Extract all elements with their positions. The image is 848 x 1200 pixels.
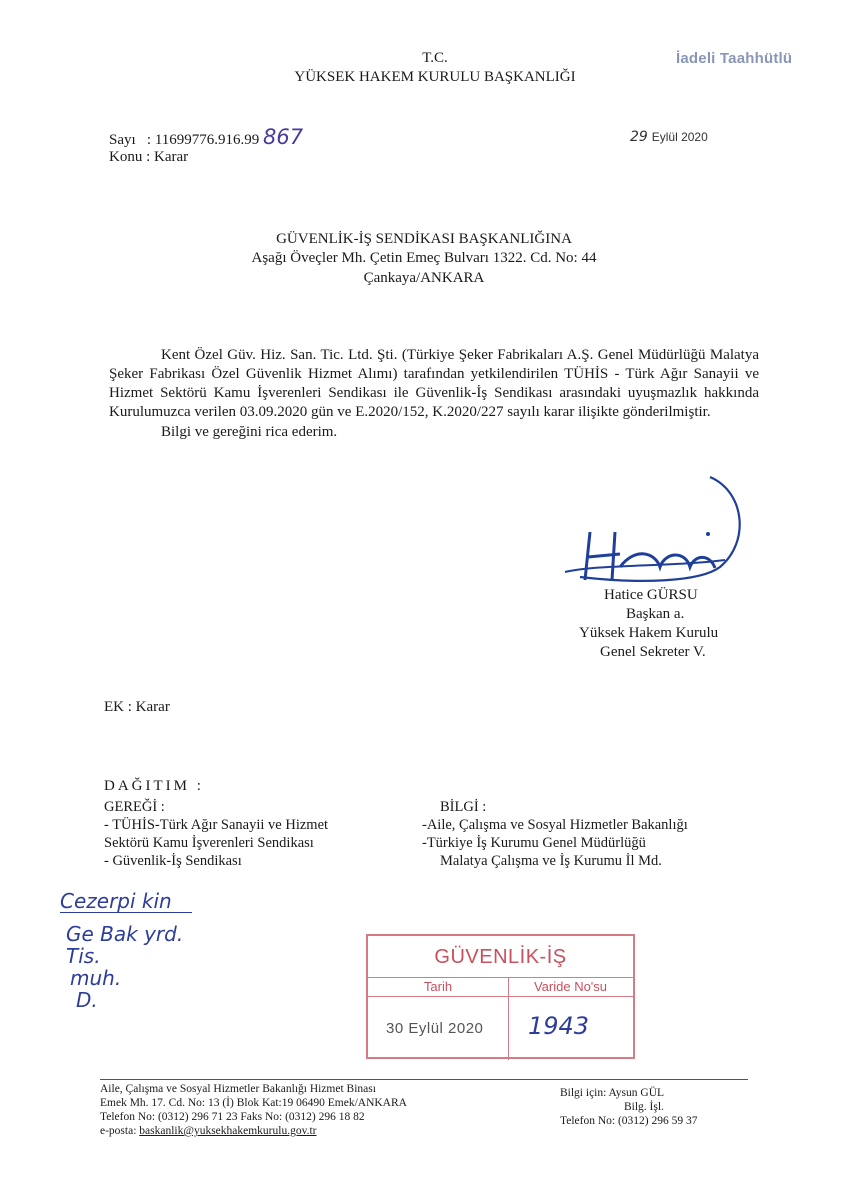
handwritten-note bbox=[60, 890, 192, 1011]
registered-mail-stamp: İadeli Taahhütlü bbox=[676, 50, 793, 67]
receipt-stamp-number-label: Varide No'su bbox=[533, 979, 608, 994]
attachment-label: EK bbox=[104, 699, 124, 715]
footer-contact bbox=[560, 1086, 698, 1128]
signatory-name: Hatice GÜRSU bbox=[604, 587, 698, 603]
footer-line: Telefon No: (0312) 296 71 23 Faks No: (0312) 296 18 82 bbox=[100, 1111, 365, 1123]
gere-line: Sektörü Kamu İşverenleri Sendikası bbox=[104, 835, 314, 851]
konu-label: Konu bbox=[109, 149, 143, 165]
footer-info-label: Bilgi için: Aysun GÜL bbox=[560, 1087, 665, 1099]
receipt-stamp bbox=[366, 934, 635, 1059]
header-tc: T.C. bbox=[422, 50, 448, 66]
receipt-stamp-divider bbox=[508, 977, 509, 1060]
handwritten-line: D. bbox=[76, 988, 98, 1012]
receipt-stamp-date: 30 Eylül 2020 bbox=[386, 1020, 484, 1037]
footer-address bbox=[100, 1082, 407, 1138]
attachment-value: Karar bbox=[135, 699, 170, 715]
sayi-label: Sayı bbox=[109, 132, 136, 148]
recipient-line2: Aşağı Öveçler Mh. Çetin Emeç Bulvarı 1322. Cd. No: 44 bbox=[251, 250, 597, 266]
recipient-line3: Çankaya/ANKARA bbox=[363, 270, 485, 286]
signatory-title1: Başkan a. bbox=[626, 606, 685, 622]
body-paragraph-1: Kent Özel Güv. Hiz. San. Tic. Ltd. Şti. (Türkiye Şeker Fabrikaları A.Ş. Genel Müdürlüğü Malatya Şeker Fabrikası Özel Güvenlik Hizmet Alımı) tarafından yetkilendirilen TÜHİS - Türk Ağır Sanayii ve Hizmet Sektörü Kamu İşverenleri Sendikası ile Güvenlik-İş Sendikası arasındaki uyuşmazlık hakkında Kurulumuzca verilen 03.09.2020 gün ve E.2020/152, K.2020/227 sayılı karar ilişikte gönderilmiştir. bbox=[109, 347, 759, 420]
handwritten-line: Cezerpi kin bbox=[60, 890, 192, 913]
distribution-gere bbox=[104, 798, 328, 870]
gere-line: - Güvenlik-İş Sendikası bbox=[104, 853, 242, 869]
konu-line: Konu : Karar bbox=[109, 149, 189, 165]
recipient-line1: GÜVENLİK-İŞ SENDİKASI BAŞKANLIĞINA bbox=[276, 231, 572, 247]
distribution-bilgi bbox=[422, 798, 688, 870]
handwritten-line: Ge Bak yrd. bbox=[66, 922, 184, 946]
bilgi-label: BİLGİ : bbox=[440, 799, 487, 815]
date-stamp bbox=[630, 128, 708, 145]
receipt-stamp-header-row bbox=[368, 977, 633, 997]
footer-line: Emek Mh. 17. Cd. No: 13 (İ) Blok Kat:19 06490 Emek/ANKARA bbox=[100, 1097, 407, 1109]
body-paragraph-2: Bilgi ve gereğini rica ederim. bbox=[161, 424, 338, 440]
konu-value: Karar bbox=[154, 149, 189, 165]
bilgi-line: Malatya Çalışma ve İş Kurumu İl Md. bbox=[440, 853, 662, 869]
signatory-block bbox=[570, 586, 770, 662]
receipt-stamp-title: GÜVENLİK-İŞ bbox=[434, 946, 567, 968]
header-institution: YÜKSEK HAKEM KURULU BAŞKANLIĞI bbox=[294, 69, 576, 85]
footer-divider bbox=[100, 1079, 748, 1080]
footer-email-label: e-posta: bbox=[100, 1125, 137, 1137]
bilgi-line: -Aile, Çalışma ve Sosyal Hizmetler Bakanlığı bbox=[422, 817, 688, 833]
bilgi-line: -Türkiye İş Kurumu Genel Müdürlüğü bbox=[422, 835, 646, 851]
date-stamp-day: 29 bbox=[630, 129, 648, 145]
handwritten-line: muh. bbox=[70, 966, 122, 990]
footer-line: Aile, Çalışma ve Sosyal Hizmetler Bakanlığı Hizmet Binası bbox=[100, 1083, 376, 1095]
distribution-label: DAĞITIM : bbox=[104, 778, 204, 794]
signatory-title2: Yüksek Hakem Kurulu bbox=[579, 625, 719, 641]
footer-email-line bbox=[100, 1124, 407, 1138]
sayi-value: 11699776.916.99 bbox=[154, 132, 260, 148]
footer-info-phone: Telefon No: (0312) 296 59 37 bbox=[560, 1115, 698, 1127]
receipt-stamp-date-label: Tarih bbox=[423, 979, 453, 994]
date-stamp-month-year: Eylül 2020 bbox=[651, 130, 708, 144]
attachment-line: EK : Karar bbox=[104, 699, 170, 715]
receipt-stamp-number: 1943 bbox=[528, 1012, 590, 1040]
handwritten-line: Tis. bbox=[66, 944, 101, 968]
footer-email-link[interactable]: baskanlik@yuksekhakemkurulu.gov.tr bbox=[139, 1125, 317, 1137]
sayi-line: Sayı : 11699776.916.99 867 bbox=[109, 125, 304, 149]
footer-info-role: Bilg. İşl. bbox=[624, 1101, 664, 1113]
letter-body bbox=[109, 346, 759, 442]
signatory-title3: Genel Sekreter V. bbox=[600, 644, 706, 660]
gere-label: GEREĞİ : bbox=[104, 799, 165, 815]
gere-line: - TÜHİS-Türk Ağır Sanayii ve Hizmet bbox=[104, 817, 329, 833]
signature-scribble bbox=[560, 472, 760, 592]
sayi-handwritten-number: 867 bbox=[263, 125, 304, 149]
